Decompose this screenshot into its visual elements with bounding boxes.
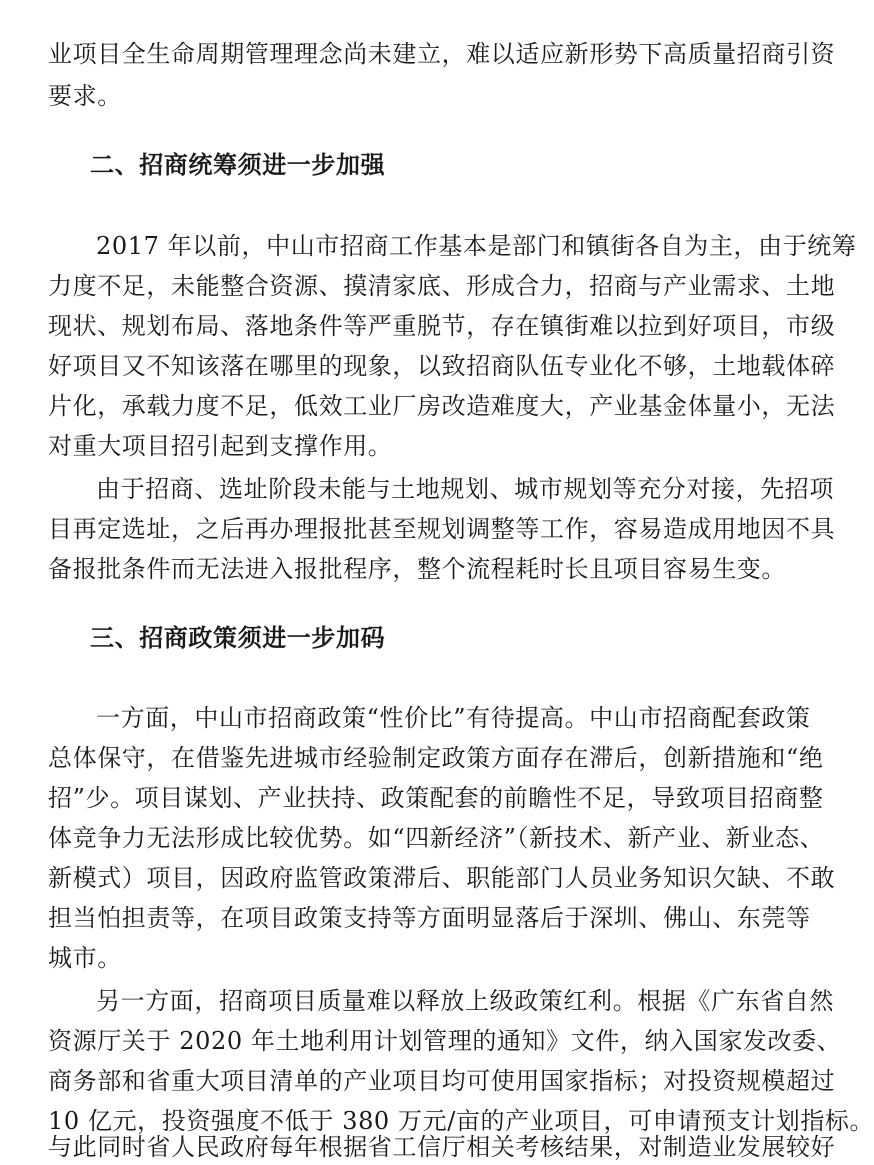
section-3-para1-line-1: 一方面，中山市招商政策“性价比”有待提高。中山市招商配套政策: [96, 704, 811, 732]
section-3-para2-line-4: 10 亿元，投资强度不低于 380 万元/亩的产业项目，可申请预支计划指标。: [48, 1107, 874, 1135]
section-2-para2-line-1: 由于招商、选址阶段未能与土地规划、城市规划等充分对接，先招项: [96, 475, 834, 503]
section-2-para2-line-3: 备报批条件而无法进入报批程序，整个流程耗时长且项目容易生变。: [48, 555, 786, 583]
section-3-para1-line-5: 新模式）项目，因政府监管政策滞后、职能部门人员业务知识欠缺、不敢: [48, 864, 836, 892]
section-3-para1-line-4: 体竞争力无法形成比较优势。如“四新经济”（新技术、新产业、新业态、: [48, 824, 825, 852]
section-2-para2-line-2: 目再定选址，之后再办理报批甚至规划调整等工作，容易造成用地因不具: [48, 515, 836, 543]
section-3-para1-line-3: 招”少。项目谋划、产业扶持、政策配套的前瞻性不足，导致项目招商整: [48, 784, 824, 812]
section-3-para1-line-6: 担当怕担责等，在项目政策支持等方面明显落后于深圳、佛山、东莞等: [48, 904, 811, 932]
intro-line-1: 业项目全生命周期管理理念尚未建立，难以适应新形势下高质量招商引资: [48, 40, 836, 68]
section-3-para1-line-7: 城市。: [48, 944, 122, 972]
section-2-para1-line-6: 对重大项目招引起到支撑作用。: [48, 432, 393, 460]
section-3-para2-line-3: 商务部和省重大项目清单的产业项目均可使用国家指标；对投资规模超过: [48, 1067, 836, 1095]
intro-line-2: 要求。: [48, 82, 122, 110]
section-2-para1-line-4: 好项目又不知该落在哪里的现象，以致招商队伍专业化不够，土地载体碎: [48, 352, 836, 380]
section-2-para1-line-2: 力度不足，未能整合资源、摸清家底、形成合力，招商与产业需求、土地: [48, 272, 836, 300]
section-3-para1-line-2: 总体保守，在借鉴先进城市经验制定政策方面存在滞后，创新措施和“绝: [48, 744, 824, 772]
section-2-para1-line-5: 片化，承载力度不足，低效工业厂房改造难度大，产业基金体量小，无法: [48, 392, 836, 420]
section-3-para2-line-5: 与此同时省人民政府每年根据省工信厅相关考核结果，对制造业发展较好: [48, 1133, 836, 1161]
section-2-para1-line-3: 现状、规划布局、落地条件等严重脱节，存在镇街难以拉到好项目，市级: [48, 312, 836, 340]
section-2-para1-line-1: 2017 年以前，中山市招商工作基本是部门和镇街各自为主，由于统筹: [96, 232, 857, 260]
section-3-heading: 三、招商政策须进一步加码: [90, 623, 386, 652]
section-2-heading: 二、招商统筹须进一步加强: [90, 150, 386, 179]
section-3-para2-line-2: 资源厅关于 2020 年土地利用计划管理的通知》文件，纳入国家发改委、: [48, 1027, 842, 1055]
section-3-para2-line-1: 另一方面，招商项目质量难以释放上级政策红利。根据《广东省自然: [96, 987, 834, 1015]
